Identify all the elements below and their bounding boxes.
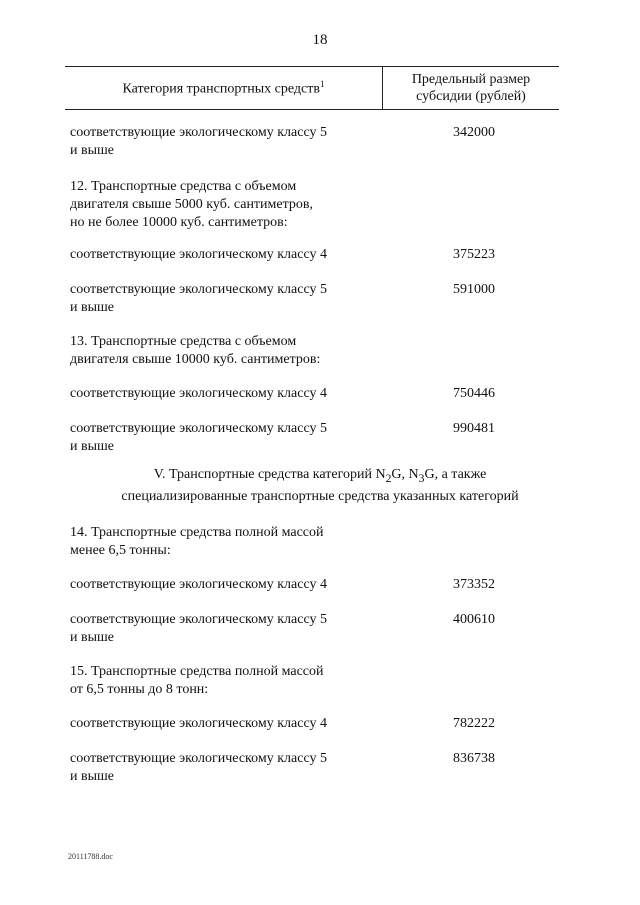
header-subsidy-line2: субсидии (рублей) — [416, 89, 526, 104]
row-label — [70, 576, 390, 594]
row-label-line1: 12. Транспортные средства с объемом — [70, 179, 297, 194]
row-label — [70, 333, 390, 369]
row-label-line2: менее 6,5 тонны: — [70, 543, 171, 558]
row-label-line1: 13. Транспортные средства с объемом — [70, 334, 297, 349]
row-value: 591000 — [453, 282, 495, 297]
row-label-line2: и выше — [70, 143, 115, 158]
section-title-suffix: G, а также — [424, 467, 487, 482]
section-title-prefix: V. Транспортные средства категорий N — [153, 467, 386, 482]
row-label-line1: соответствующие экологическому классу 4 — [70, 386, 327, 401]
row-value: 836738 — [453, 751, 495, 766]
page-number: 18 — [312, 32, 328, 48]
row-label — [70, 715, 390, 733]
header-category-text: Категория транспортных средств — [122, 81, 320, 97]
row-label-line1: соответствующие экологическому классу 5 — [70, 421, 327, 436]
row-label-line2: и выше — [70, 769, 115, 784]
row-label — [70, 385, 390, 403]
header-footnote-mark: 1 — [320, 79, 325, 89]
row-label-line1: соответствующие экологическому классу 4 — [70, 247, 327, 262]
row-label — [70, 420, 390, 456]
row-label — [70, 178, 390, 232]
section-title-mid: G, N — [391, 467, 419, 482]
row-label — [70, 124, 390, 160]
row-label-line2: двигателя свыше 10000 куб. сантиметров: — [70, 352, 321, 367]
row-label-line1: соответствующие экологическому классу 4 — [70, 577, 327, 592]
row-label-line2: двигателя свыше 5000 куб. сантиметров, — [70, 197, 314, 212]
row-label-line2: и выше — [70, 300, 115, 315]
footer-file-name: 20111788.doc — [68, 852, 113, 861]
row-label-line2: и выше — [70, 439, 115, 454]
section-title-line2: специализированные транспортные средства указанных категорий — [121, 488, 519, 504]
row-value: 342000 — [453, 125, 495, 140]
row-label — [70, 281, 390, 317]
row-label-line1: соответствующие экологическому классу 5 — [70, 125, 327, 140]
row-value: 373352 — [453, 577, 495, 592]
section-title-sub2: 2 — [385, 471, 392, 485]
row-label-line1: 15. Транспортные средства полной массой — [70, 664, 324, 679]
row-label-line2: от 6,5 тонны до 8 тонн: — [70, 682, 209, 697]
row-label — [70, 611, 390, 647]
row-value: 782222 — [453, 716, 495, 731]
row-label-line1: соответствующие экологическому классу 4 — [70, 716, 327, 731]
row-label — [70, 663, 390, 699]
row-value: 400610 — [453, 612, 495, 627]
row-value: 375223 — [453, 247, 495, 262]
section-title-line1 — [65, 466, 575, 488]
row-label-line1: соответствующие экологическому классу 5 — [70, 612, 327, 627]
row-label-line1: соответствующие экологическому классу 5 — [70, 751, 327, 766]
row-value: 750446 — [453, 386, 495, 401]
row-label-line1: соответствующие экологическому классу 5 — [70, 282, 327, 297]
row-label — [70, 524, 390, 560]
row-label-line1: 14. Транспортные средства полной массой — [70, 525, 324, 540]
header-subsidy-line1: Предельный размер — [411, 72, 531, 87]
row-label — [70, 750, 390, 786]
row-label-line3: но не более 10000 куб. сантиметров: — [70, 215, 288, 230]
row-label — [70, 246, 390, 264]
section-title — [65, 466, 575, 506]
row-label-line2: и выше — [70, 630, 115, 645]
row-value: 990481 — [453, 421, 495, 436]
section-title-sub3: 3 — [418, 471, 425, 485]
